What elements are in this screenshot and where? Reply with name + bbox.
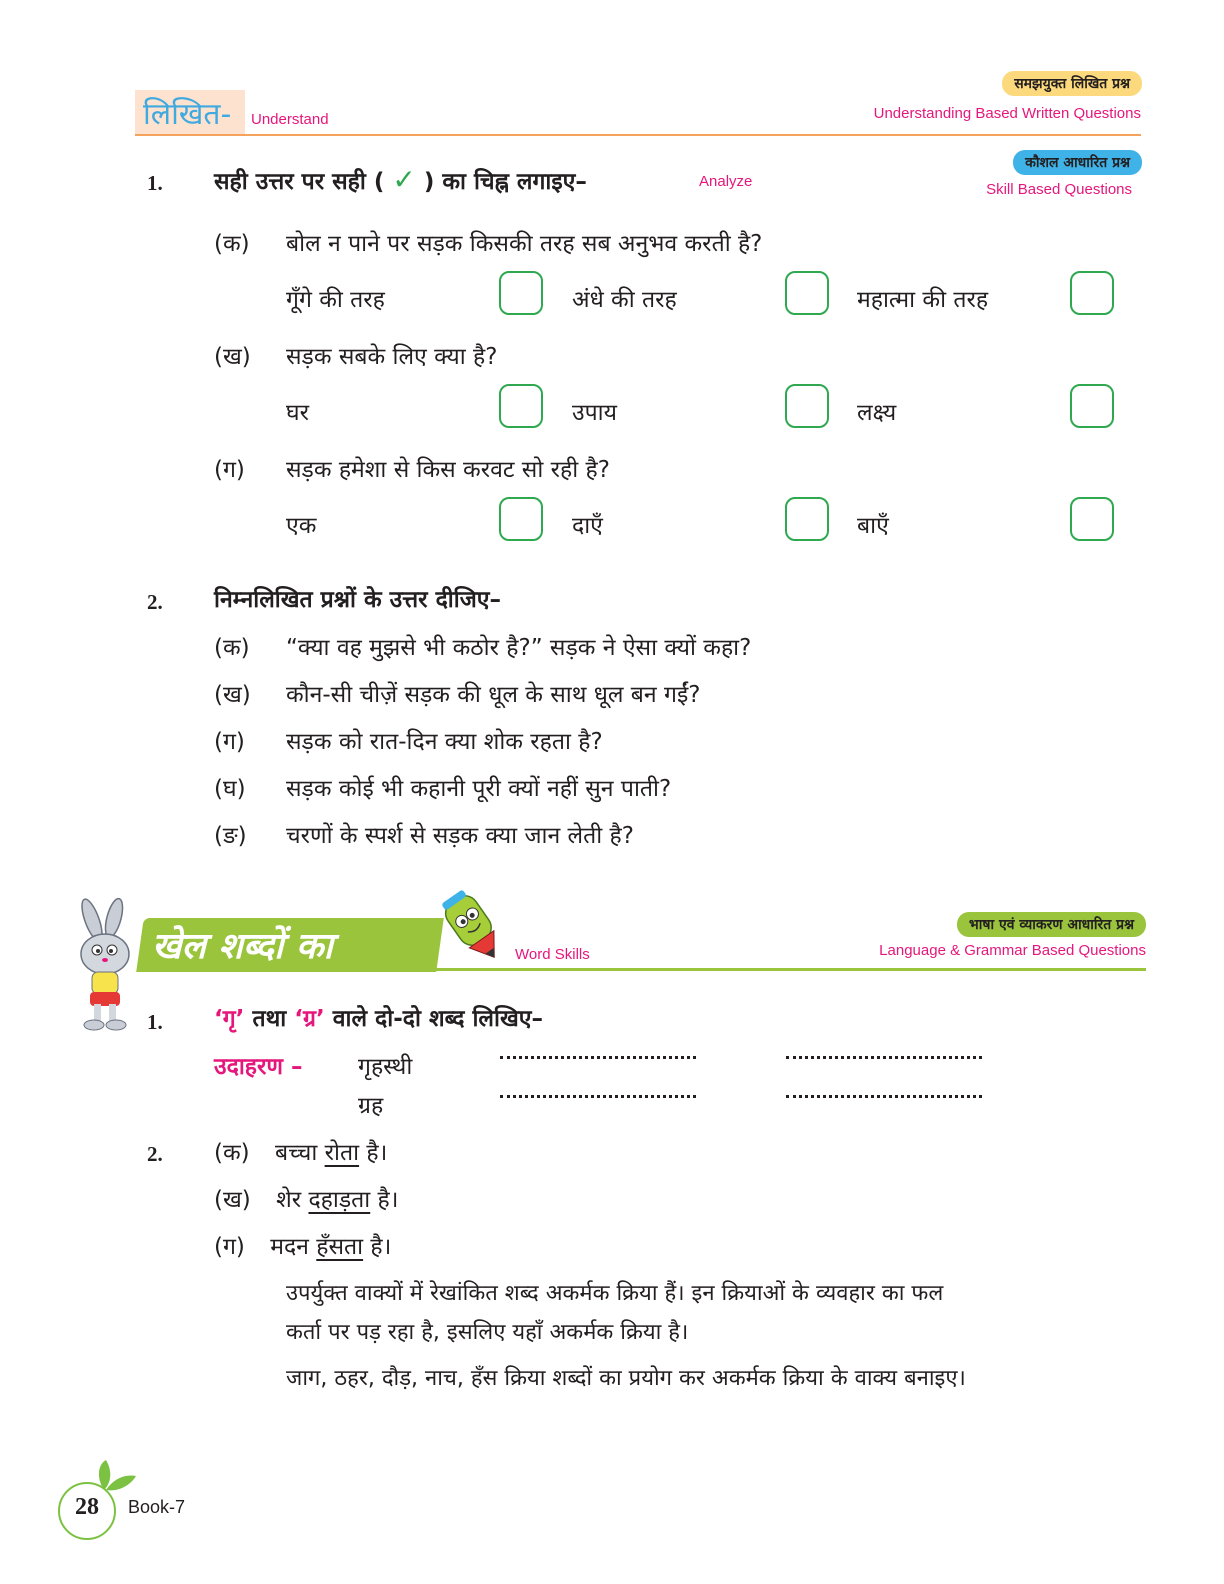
rabbit-mascot-icon (70, 898, 140, 1034)
header-subtitle: Understand (251, 111, 329, 128)
example-label: उदाहरण – (214, 1054, 303, 1080)
option-checkbox[interactable] (499, 384, 543, 428)
w2-number: 2. (147, 1142, 163, 1166)
header-rule (135, 134, 1141, 136)
instruction-line: जाग, ठहर, दौड़, नाच, हँस क्रिया शब्दों का प्रयोग कर अकर्मक क्रिया के वाक्य बनाइए। (286, 1366, 966, 1391)
option-label: बाएँ (857, 513, 889, 539)
option-label: महात्मा की तरह (857, 287, 989, 313)
q2-item-text: कौन-सी चीज़ें सड़क की धूल के साथ धूल बन गईं? (286, 682, 701, 708)
q1-item-question: सड़क सबके लिए क्या है? (286, 344, 498, 370)
page-number: 28 (75, 1494, 99, 1520)
option-label: दाएँ (572, 513, 603, 539)
option-label: उपाय (572, 400, 617, 426)
w2-item (214, 1135, 387, 1167)
badge-skill-en: Skill Based Questions (986, 181, 1132, 198)
example-word: ग्रह (358, 1093, 384, 1119)
option-label: एक (286, 513, 317, 539)
badge-skill: कौशल आधारित प्रश्न (1013, 150, 1142, 175)
option-checkbox[interactable] (499, 271, 543, 315)
q2-item-label: (ग) (214, 729, 245, 755)
w2-item-post: है। (370, 1234, 392, 1260)
w2-item (214, 1182, 398, 1214)
q2-item-text: चरणों के स्पर्श से सड़क क्या जान लेती है? (286, 823, 634, 849)
q1-tag: Analyze (699, 173, 753, 190)
w2-item-label: (ग) (214, 1234, 245, 1260)
q1-item-question: सड़क हमेशा से किस करवट सो रही है? (286, 457, 610, 483)
banner-title: खेल शब्दों का (152, 926, 333, 967)
explanation-line: कर्ता पर पड़ रहा है, इसलिए यहाँ अकर्मक क्रिया है। (286, 1320, 689, 1345)
w2-item-pre: मदन (270, 1234, 309, 1260)
answer-blank[interactable] (786, 1056, 982, 1059)
answer-blank[interactable] (500, 1056, 696, 1059)
q1-item-question: बोल न पाने पर सड़क किसकी तरह सब अनुभव करती है? (286, 231, 763, 257)
option-checkbox[interactable] (1070, 384, 1114, 428)
q2-number: 2. (147, 590, 163, 614)
badge-understanding: समझयुक्त लिखित प्रश्न (1002, 71, 1142, 96)
w2-item-verb: रोता (324, 1140, 360, 1166)
q1-text: सही उत्तर पर सही ( (214, 169, 385, 195)
option-label: लक्ष्य (857, 400, 897, 426)
w1-mid: तथा (252, 1006, 287, 1032)
q2-item-label: (ख) (214, 682, 251, 708)
q1-number: 1. (147, 171, 163, 195)
q2-item-label: (घ) (214, 776, 246, 802)
badge-grammar: भाषा एवं व्याकरण आधारित प्रश्न (957, 912, 1146, 937)
option-checkbox[interactable] (785, 384, 829, 428)
banner-rule (140, 968, 1146, 971)
badge-grammar-en: Language & Grammar Based Questions (879, 942, 1146, 959)
example-word: गृहस्थी (358, 1054, 413, 1080)
w1-letter-a: ‘गृ’ (214, 1006, 245, 1032)
w2-item-pre: बच्चा (274, 1140, 318, 1166)
w2-item-label: (क) (214, 1140, 250, 1166)
q1-heading (214, 163, 587, 196)
badge-understanding-en: Understanding Based Written Questions (873, 105, 1141, 122)
book-label: Book-7 (128, 1497, 186, 1517)
option-checkbox[interactable] (785, 497, 829, 541)
q1-item-label: (ख) (214, 344, 251, 370)
w1-heading (214, 1001, 543, 1033)
option-label: गूँगे की तरह (286, 287, 385, 313)
q1-text-end: ) का चिह्न लगाइए– (423, 169, 587, 195)
header-title: लिखित- (143, 97, 232, 132)
w1-letter-b: ‘ग्र’ (294, 1006, 325, 1032)
w2-item-label: (ख) (214, 1187, 251, 1213)
tick-icon: ✓ (392, 163, 416, 196)
q2-item-label: (क) (214, 635, 250, 661)
q2-item-label: (ङ) (214, 823, 247, 849)
option-label: अंधे की तरह (572, 287, 677, 313)
w2-item-pre: शेर (276, 1187, 302, 1213)
q2-heading: निम्नलिखित प्रश्नों के उत्तर दीजिए– (214, 587, 501, 613)
q1-item-label: (क) (214, 231, 250, 257)
w2-item-post: है। (377, 1187, 399, 1213)
option-checkbox[interactable] (1070, 497, 1114, 541)
pencil-mascot-icon (438, 888, 508, 966)
q2-item-text: सड़क कोई भी कहानी पूरी क्यों नहीं सुन पाती? (286, 776, 672, 802)
explanation-line: उपर्युक्त वाक्यों में रेखांकित शब्द अकर्मक क्रिया हैं। इन क्रियाओं के व्यवहार का फल (286, 1281, 944, 1306)
w2-item (214, 1229, 391, 1261)
option-label: घर (286, 400, 309, 426)
answer-blank[interactable] (786, 1095, 982, 1098)
q2-item-text: सड़क को रात-दिन क्या शोक रहता है? (286, 729, 603, 755)
option-checkbox[interactable] (499, 497, 543, 541)
w2-item-verb: हँसता (316, 1234, 364, 1260)
w2-item-verb: दहाड़ता (308, 1187, 371, 1213)
w1-number: 1. (147, 1010, 163, 1034)
q2-item-text: “क्या वह मुझसे भी कठोर है?” सड़क ने ऐसा क्यों कहा? (286, 635, 752, 661)
w2-item-post: है। (366, 1140, 388, 1166)
banner-subtitle: Word Skills (515, 946, 590, 963)
q1-item-label: (ग) (214, 457, 245, 483)
answer-blank[interactable] (500, 1095, 696, 1098)
option-checkbox[interactable] (785, 271, 829, 315)
option-checkbox[interactable] (1070, 271, 1114, 315)
w1-end: वाले दो-दो शब्द लिखिए– (332, 1006, 544, 1032)
